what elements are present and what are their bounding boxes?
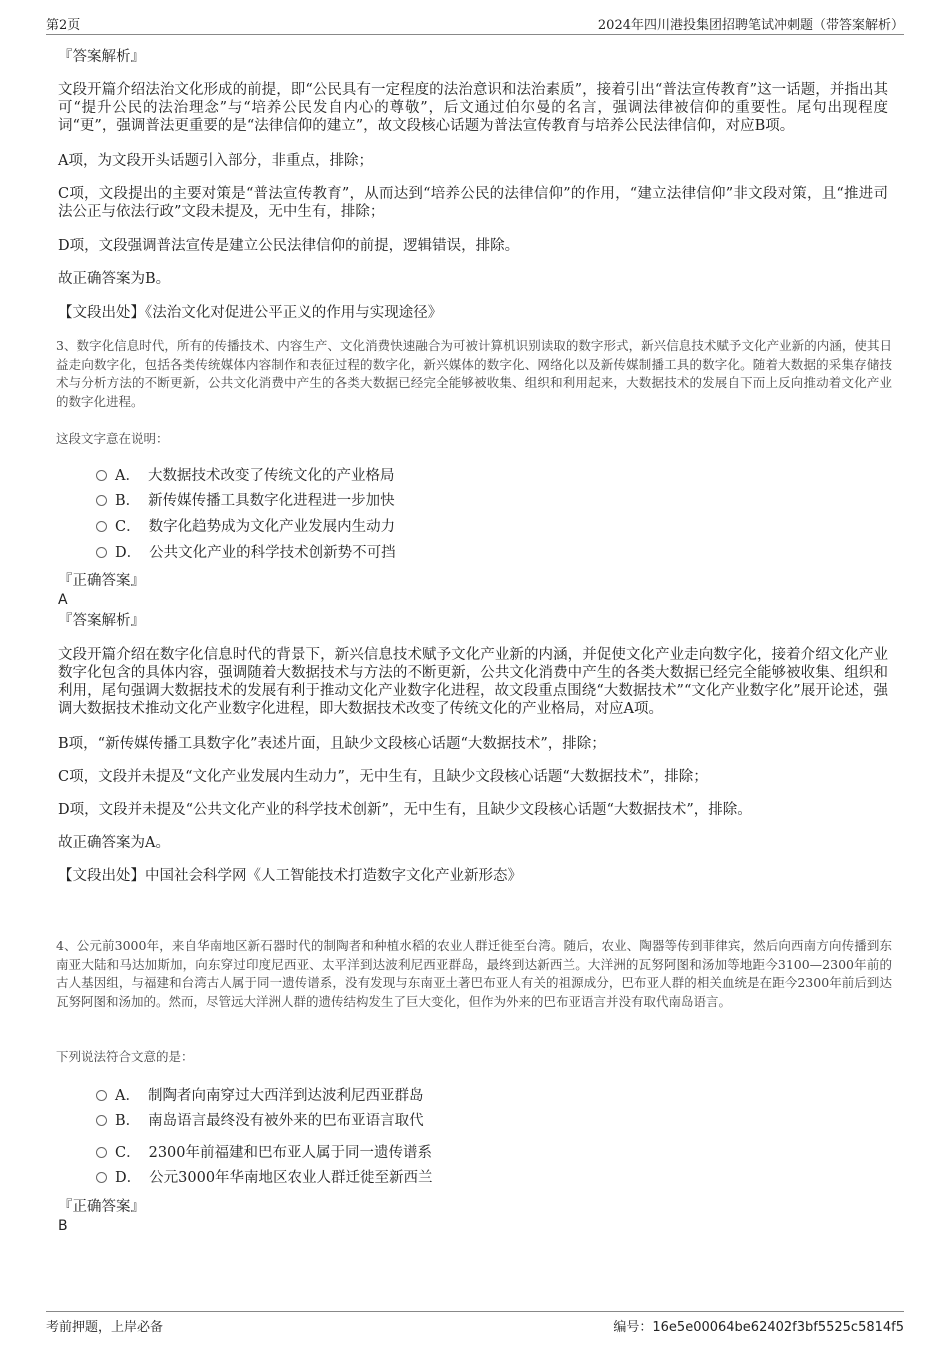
q4-answer: B [58,1218,68,1234]
q3-source: 【文段出处】中国社会科学网《人工智能技术打造数字文化产业新形态》 [58,868,522,884]
radio-icon[interactable] [96,521,107,532]
q3-stem: 3、数字化信息时代，所有的传播技术、内容生产、文化消费快速融合为可被计算机识别读取的数字形式，新兴信息技术赋予文化产业新的内涵，使其日益走向数字化，包括各类传统媒体内容制作和表征过程的数字化，新兴媒体的数字化、网络化以及新传媒制播工具的数字化。随着大数据的采集存储技术与分析方法的不断更新，公共文化消费中产生的各类大数据已经完全能够被收集、组织和利用起来，大数据技术的发展自下而上反向推动着文化产业的数字化进程。 [56,338,892,409]
q2-analysis-p3: C项，文段提出的主要对策是“普法宣传教育”，从而达到“培养公民的法律信仰”的作用，“建立法律信仰”非文段对策，且“推进司法公正与依法行政”文段未提及，无中生有，排除； [58,186,888,220]
q3-analysis-p4: D项，文段并未提及“公共文化产业的科学技术创新”，无中生有，且缺少文段核心话题“大数据技术”，排除。 [58,802,752,818]
q3-analysis-p2: B项，“新传媒传播工具数字化”表述片面，且缺少文段核心话题“大数据技术”，排除； [58,736,606,752]
radio-icon[interactable] [96,547,107,558]
q4-option-c[interactable]: C． 2300年前福建和巴布亚人属于同一遗传谱系 [96,1144,432,1162]
q3-option-b[interactable]: B． 新传媒传播工具数字化进程进一步加快 [96,492,395,510]
q2-analysis-p1: 文段开篇介绍法治文化形成的前提，即“公民具有一定程度的法治意识和法治素质”，接着引出“普法宣传教育”这一话题，并指出其可“提升公民的法治理念”与“培养公民发自内心的尊敬”，后文通过伯尔曼的名言，强调法律被信仰的重要性。尾句出现程度词“更”，强调普法更重要的是“法律信仰的建立”，故文段核心话题为普法宣传教育与培养公民法律信仰，对应B项。 [58,82,888,134]
document-title: 2024年四川港投集团招聘笔试冲刺题（带答案解析） [597,18,904,33]
q3-option-c[interactable]: C． 数字化趋势成为文化产业发展内生动力 [96,518,395,536]
q3-analysis-p5: 故正确答案为A。 [58,835,170,851]
q3-analysis-p1: 文段开篇介绍在数字化信息时代的背景下，新兴信息技术赋予文化产业新的内涵，并促使文化产业走向数字化，接着介绍文化产业数字化包含的具体内容，强调随着大数据技术与方法的不断更新，公共文化消费中产生的各类大数据已经完全能够被收集、组织和利用，尾句强调大数据技术的发展有利于推动文化产业数字化进程，故文段重点围绕“大数据技术”“文化产业数字化”展开论述，强调大数据技术推动文化产业数字化进程，即大数据技术改变了传统文化的产业格局，对应A项。 [58,647,888,717]
radio-icon[interactable] [96,470,107,481]
radio-icon[interactable] [96,495,107,506]
q3-prompt: 这段文字意在说明： [56,431,169,446]
q2-analysis-p2: A项，为文段开头话题引入部分，非重点，排除； [58,153,373,169]
radio-icon[interactable] [96,1090,107,1101]
q3-option-a[interactable]: A． 大数据技术改变了传统文化的产业格局 [96,467,394,485]
footer-code-label: 编号： [613,1320,653,1335]
footer-code [613,1316,904,1335]
q3-analysis-p3: C项，文段并未提及“文化产业发展内生动力”，无中生有，且缺少文段核心话题“大数据技术”，排除； [58,769,708,785]
page-number: 第2页 [46,18,81,33]
q2-analysis-p4: D项，文段强调普法宣传是建立公民法律信仰的前提，逻辑错误，排除。 [58,238,520,254]
q4-option-a[interactable]: A． 制陶者向南穿过大西洋到达波利尼西亚群岛 [96,1087,423,1105]
q4-answer-label: 『正确答案』 [58,1199,145,1215]
footer-slogan: 考前押题，上岸必备 [46,1320,164,1335]
q3-option-d[interactable]: D． 公共文化产业的科学技术创新势不可挡 [96,544,396,562]
q3-answer-label: 『正确答案』 [58,573,145,589]
q3-analysis-label: 『答案解析』 [58,613,145,629]
q3-answer: A [58,592,68,608]
q2-analysis-label: 『答案解析』 [58,49,145,65]
page-footer [46,1311,904,1334]
radio-icon[interactable] [96,1147,107,1158]
q4-stem: 4、公元前3000年，来自华南地区新石器时代的制陶者和种植水稻的农业人群迁徙至台湾。随后，农业、陶器等传到菲律宾，然后向西南方向传播到东南亚大陆和马达加斯加，向东穿过印度尼西亚、太平洋到达波利尼西亚群岛，最终到达新西兰。大洋洲的瓦努阿图和汤加等地距今3100—2300年前的古人基因组，与福建和台湾古人属于同一遗传谱系，没有发现与东南亚土著巴布亚人有关的祖源成分，巴布亚人群的相关血统是在距今2300年前后到达瓦努阿图和汤加的。然而，尽管远大洋洲人群的遗传结构发生了巨大变化，但作为外来的巴布亚语言并没有取代南岛语言。 [56,938,892,1009]
q4-prompt: 下列说法符合文意的是： [56,1049,194,1064]
page-header [46,14,904,35]
q4-option-d[interactable]: D． 公元3000年华南地区农业人群迁徙至新西兰 [96,1169,433,1187]
radio-icon[interactable] [96,1115,107,1126]
q2-analysis-p5: 故正确答案为B。 [58,271,171,287]
q4-option-b[interactable]: B． 南岛语言最终没有被外来的巴布亚语言取代 [96,1112,424,1130]
footer-code-value: 16e5e00064be62402f3bf5525c5814f5 [652,1320,904,1335]
q2-source: 【文段出处】《法治文化对促进公平正义的作用与实现途径》 [58,305,443,321]
radio-icon[interactable] [96,1172,107,1183]
